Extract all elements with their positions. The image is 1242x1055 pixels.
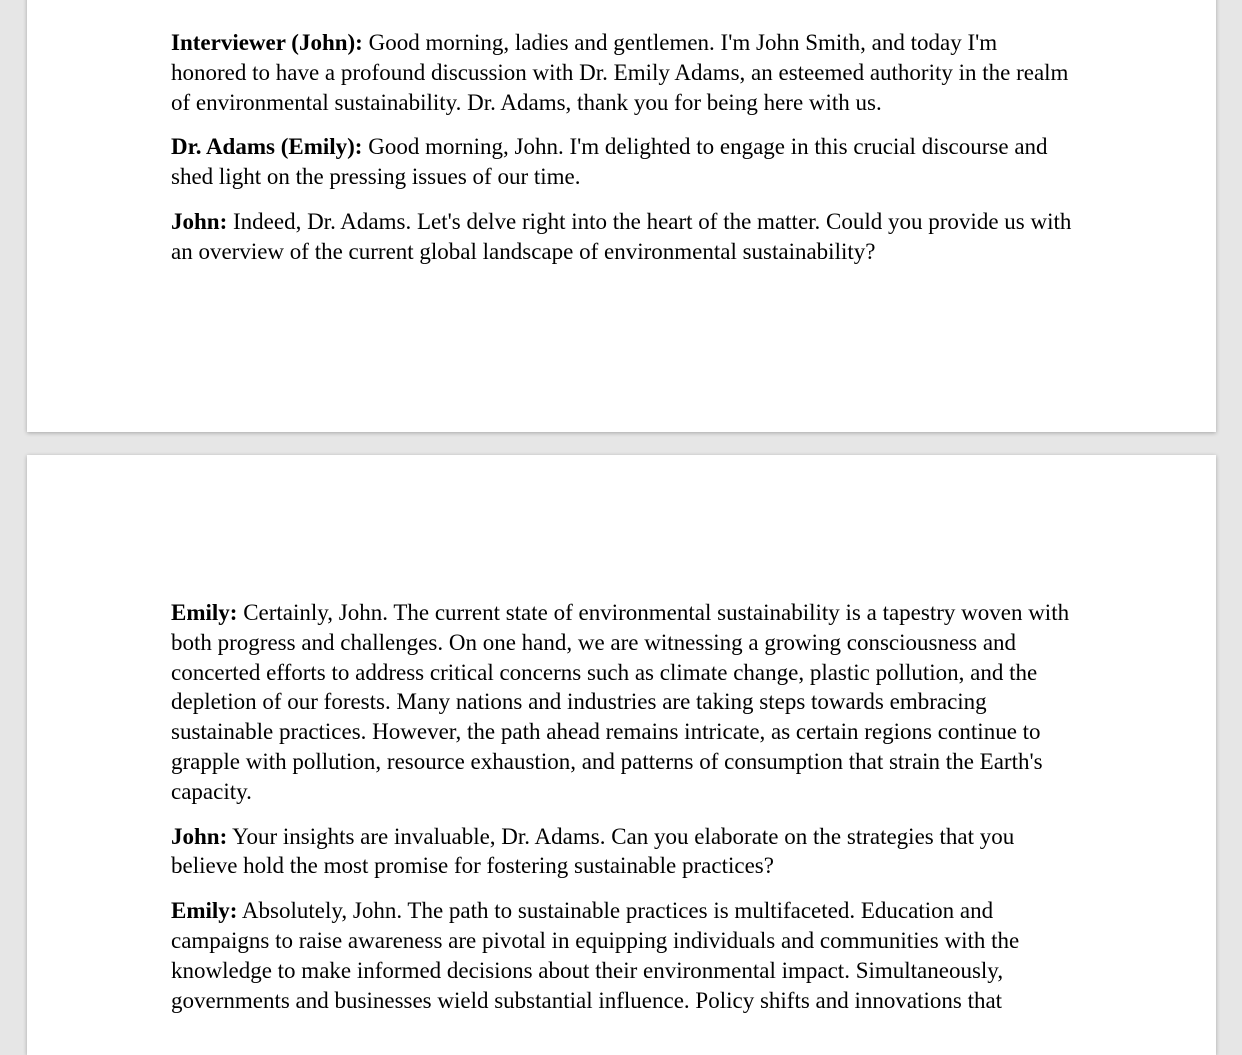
paragraph bbox=[171, 896, 1076, 1015]
speaker-label: John: bbox=[171, 208, 228, 234]
paragraph bbox=[171, 598, 1076, 807]
dialogue-text: Certainly, John. The current state of environmental sustainability is a tapestry woven with both progress and challenges. On one hand, we are witnessing a growing consciousness and concerted efforts to address critical concerns such as climate change, plastic pollution, and the depletion of our forests. Many nations and industries are taking steps towards embracing sustainable practices. However, the path ahead remains intricate, as certain regions continue to grapple with pollution, resource exhaustion, and patterns of consumption that strain the Earth's capacity. bbox=[171, 600, 1070, 804]
speaker-label: Dr. Adams (Emily): bbox=[171, 134, 363, 160]
speaker-label: Interviewer (John): bbox=[171, 30, 363, 55]
paragraph bbox=[171, 822, 1076, 882]
dialogue-text: Indeed, Dr. Adams. Let's delve right into the heart of the matter. Could you provide us with an overview of the current global landscape of environmental sustainability? bbox=[171, 208, 1072, 264]
speaker-label: Emily: bbox=[171, 600, 238, 625]
speaker-label: Emily: bbox=[171, 898, 238, 924]
dialogue-text: Good morning, John. I'm delighted to engage in this crucial discourse and shed light on the pressing issues of our time. bbox=[171, 134, 1048, 190]
page-1-content bbox=[171, 28, 1076, 282]
paragraph bbox=[171, 28, 1076, 117]
document-page-2 bbox=[27, 455, 1216, 1055]
dialogue-text: Absolutely, John. The path to sustainable practices is multifaceted. Education and campaigns to raise awareness are pivotal in equipping individuals and communities with the knowledge to make informed decisions about their environmental impact. Simultaneously, governments and businesses wield substantial influence. Policy shifts and innovations that bbox=[171, 898, 1020, 1013]
document-page-1 bbox=[27, 0, 1216, 432]
page-2-content bbox=[171, 598, 1076, 1030]
paragraph bbox=[171, 132, 1076, 192]
paragraph bbox=[171, 207, 1076, 267]
dialogue-text: Your insights are invaluable, Dr. Adams. Can you elaborate on the strategies that you believe hold the most promise for fostering sustainable practices? bbox=[171, 823, 1015, 879]
speaker-label: John: bbox=[171, 823, 228, 849]
dialogue-text: Good morning, ladies and gentlemen. I'm John Smith, and today I'm honored to have a profound discussion with Dr. Emily Adams, an esteemed authority in the realm of environmental sustainability. Dr. Adams, thank you for being here with us. bbox=[171, 30, 1069, 115]
